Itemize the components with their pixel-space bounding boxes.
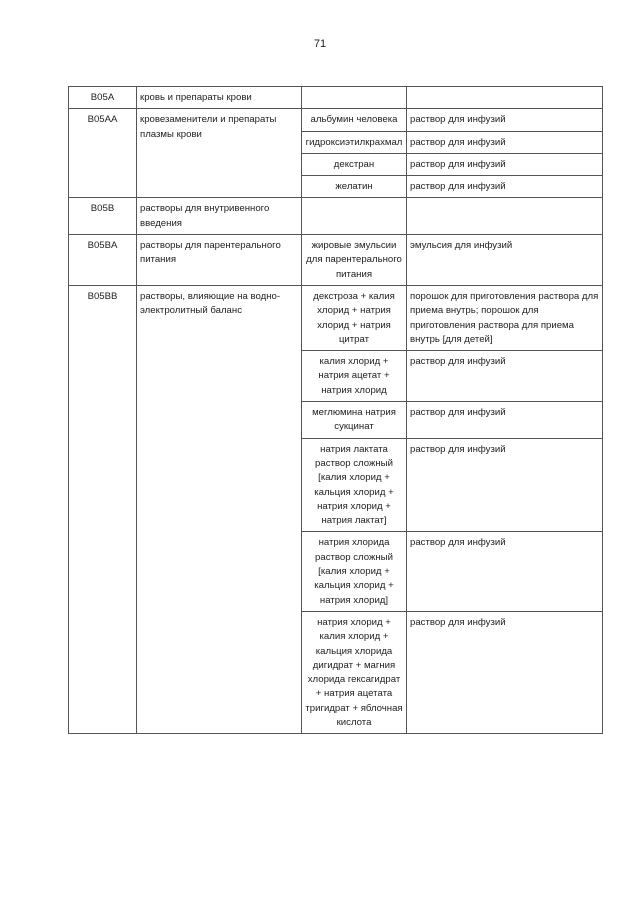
drug-name-cell: калия хлорид + натрия ацетат + натрия хлорид	[302, 351, 407, 402]
atc-code-cell: B05A	[69, 87, 137, 109]
dosage-form-cell: раствор для инфузий	[407, 351, 603, 402]
drug-name-cell: натрия хлорид + калия хлорид + кальция хлорида дигидрат + магния хлорида гексагидрат + натрия ацетата тригидрат + яблочная кислота	[302, 611, 407, 733]
dosage-form-cell: раствор для инфузий	[407, 532, 603, 611]
dosage-form-cell: раствор для инфузий	[407, 402, 603, 439]
table-row	[69, 235, 603, 286]
drug-name-cell: гидроксиэтилкрахмал	[302, 131, 407, 153]
atc-code-cell: B05BB	[69, 285, 137, 733]
atc-code-cell: B05AA	[69, 109, 137, 198]
table-row	[69, 109, 603, 131]
page-number: 71	[313, 38, 327, 50]
dosage-form-cell: раствор для инфузий	[407, 176, 603, 198]
drug-name-cell: декстран	[302, 153, 407, 175]
anatomical-therapeutic-group-cell: растворы для внутривенного введения	[137, 198, 302, 235]
drug-name-cell: желатин	[302, 176, 407, 198]
drug-name-cell: жировые эмульсии для парентерального питания	[302, 235, 407, 286]
drug-name-cell: альбумин человека	[302, 109, 407, 131]
drug-name-cell	[302, 198, 407, 235]
dosage-form-cell	[407, 198, 603, 235]
atc-code-cell: B05B	[69, 198, 137, 235]
anatomical-therapeutic-group-cell: растворы для парентерального питания	[137, 235, 302, 286]
dosage-form-cell: раствор для инфузий	[407, 153, 603, 175]
drug-classification-table	[68, 86, 603, 734]
table-row	[69, 87, 603, 109]
table-body	[69, 87, 603, 734]
drug-name-cell: меглюмина натрия сукцинат	[302, 402, 407, 439]
dosage-form-cell: раствор для инфузий	[407, 109, 603, 131]
atc-code-cell: B05BA	[69, 235, 137, 286]
dosage-form-cell: раствор для инфузий	[407, 438, 603, 532]
drug-name-cell: декстроза + калия хлорид + натрия хлорид + натрия цитрат	[302, 285, 407, 350]
anatomical-therapeutic-group-cell: кровь и препараты крови	[137, 87, 302, 109]
dosage-form-cell: раствор для инфузий	[407, 131, 603, 153]
dosage-form-cell: порошок для приготовления раствора для приема внутрь; порошок для приготовления раствора для приема внутрь [для детей]	[407, 285, 603, 350]
dosage-form-cell: раствор для инфузий	[407, 611, 603, 733]
table-row	[69, 285, 603, 350]
anatomical-therapeutic-group-cell: кровезаменители и препараты плазмы крови	[137, 109, 302, 198]
drug-name-cell: натрия хлорида раствор сложный [калия хлорид + кальция хлорид + натрия хлорид]	[302, 532, 407, 611]
dosage-form-cell: эмульсия для инфузий	[407, 235, 603, 286]
anatomical-therapeutic-group-cell: растворы, влияющие на водно-электролитный баланс	[137, 285, 302, 733]
dosage-form-cell	[407, 87, 603, 109]
table-row	[69, 198, 603, 235]
drug-name-cell	[302, 87, 407, 109]
drug-name-cell: натрия лактата раствор сложный [калия хлорид + кальция хлорид + натрия хлорид + натрия лактат]	[302, 438, 407, 532]
